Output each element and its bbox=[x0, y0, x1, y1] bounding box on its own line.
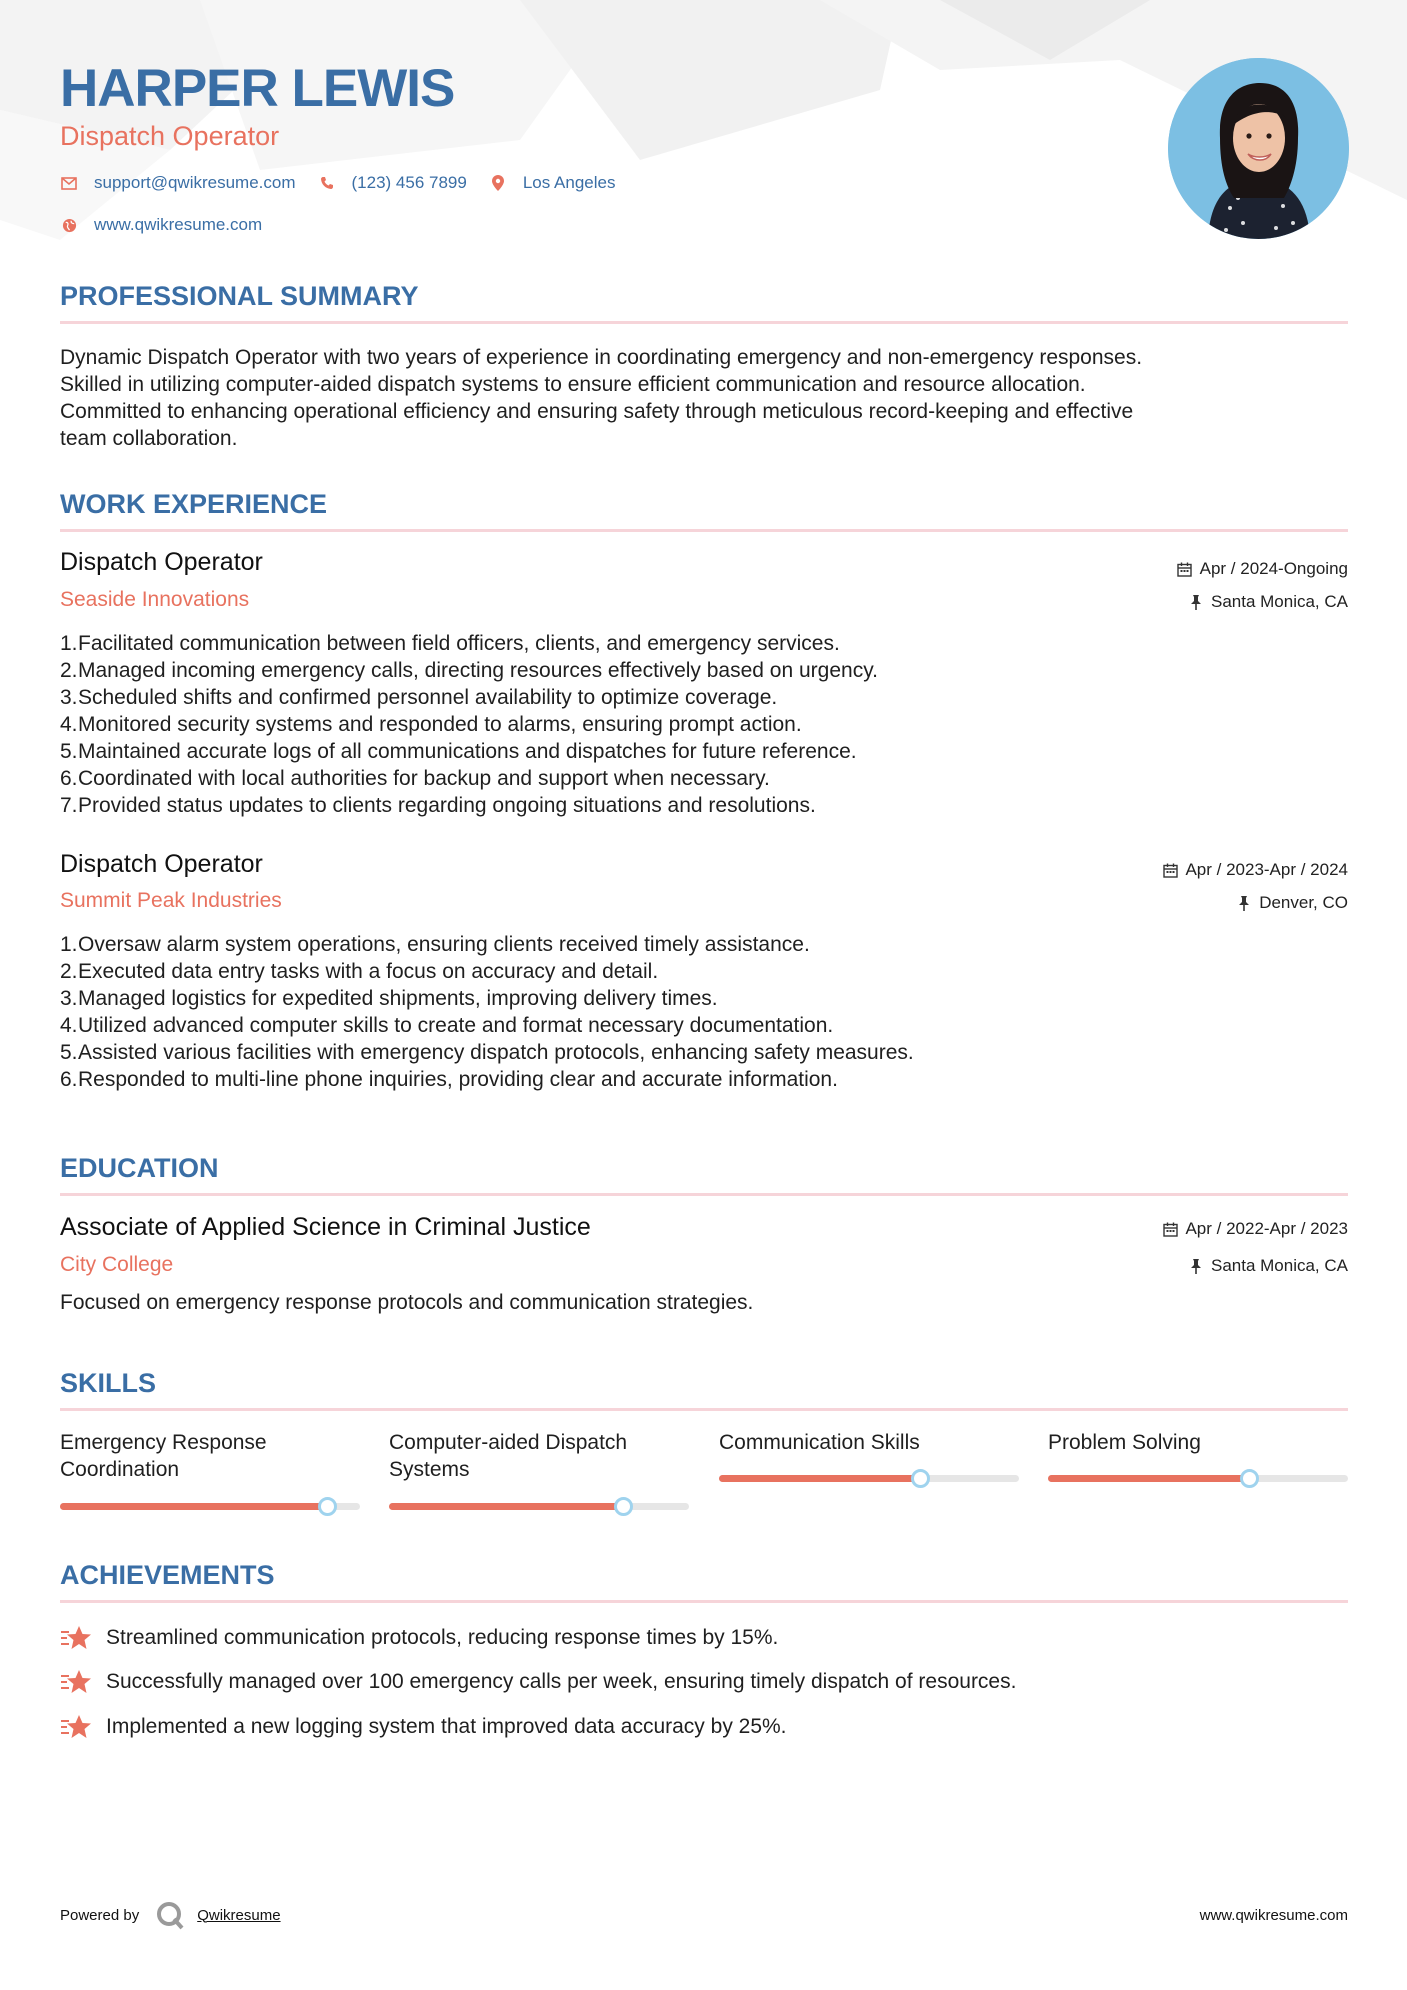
qwikresume-link[interactable]: Qwikresume bbox=[197, 1906, 281, 1924]
job-duties-list bbox=[60, 931, 1348, 1093]
education-dates bbox=[1162, 1219, 1348, 1239]
skill-level-knob bbox=[614, 1497, 633, 1516]
list-item: 3. Managed logistics for expedited shipments, improving delivery times. bbox=[60, 987, 718, 1010]
summary-line: team collaboration. bbox=[60, 427, 238, 450]
skill-level-fill bbox=[719, 1475, 920, 1482]
section-divider bbox=[60, 1408, 1348, 1411]
skill-level-knob bbox=[318, 1497, 337, 1516]
job-title: Dispatch Operator bbox=[60, 850, 263, 878]
star-achievement-icon bbox=[60, 1668, 92, 1696]
skill-level-knob bbox=[911, 1469, 930, 1488]
section-divider bbox=[60, 1193, 1348, 1196]
contact-row-website bbox=[60, 215, 284, 235]
location-text: Los Angeles bbox=[522, 173, 616, 192]
powered-by-label: Powered by bbox=[60, 1906, 140, 1924]
job-company: Summit Peak Industries bbox=[60, 889, 282, 912]
star-achievement-icon bbox=[60, 1624, 92, 1652]
website-item[interactable] bbox=[60, 215, 262, 235]
pushpin-icon bbox=[1236, 895, 1252, 911]
skill-item bbox=[389, 1429, 689, 1509]
footer-website[interactable]: www.qwikresume.com bbox=[1199, 1907, 1348, 1924]
section-title-summary: PROFESSIONAL SUMMARY bbox=[60, 281, 419, 311]
resume-page bbox=[60, 0, 1348, 1990]
skill-name: Problem Solving bbox=[1048, 1431, 1201, 1454]
list-item: 4. Monitored security systems and responded to alarms, ensuring prompt action. bbox=[60, 713, 802, 736]
calendar-icon bbox=[1162, 1221, 1178, 1237]
location-item bbox=[489, 173, 616, 193]
profile-photo bbox=[1168, 58, 1349, 239]
section-title-education: EDUCATION bbox=[60, 1153, 219, 1183]
list-item: 7. Provided status updates to clients regarding ongoing situations and resolutions. bbox=[60, 794, 816, 817]
job-dates-text: Apr / 2023-Apr / 2024 bbox=[1185, 860, 1348, 879]
phone-text[interactable]: (123) 456 7899 bbox=[351, 173, 467, 192]
job-company: Seaside Innovations bbox=[60, 588, 250, 611]
skill-level-fill bbox=[60, 1503, 327, 1510]
list-item: 2. Managed incoming emergency calls, directing resources effectively based on urgency. bbox=[60, 659, 878, 682]
summary-line: Committed to enhancing operational efficiency and ensuring safety through meticulous record-keeping and effective bbox=[60, 400, 1134, 423]
phone-item[interactable] bbox=[318, 173, 467, 193]
list-item: 2. Executed data entry tasks with a focus on accuracy and detail. bbox=[60, 960, 659, 983]
list-item: 1. Oversaw alarm system operations, ensuring clients received timely assistance. bbox=[60, 933, 810, 956]
skill-name: Emergency Response Coordination bbox=[60, 1431, 267, 1481]
job-dates-text: Apr / 2024-Ongoing bbox=[1199, 559, 1348, 578]
education-location-text: Santa Monica, CA bbox=[1210, 1256, 1348, 1275]
summary-line: Skilled in utilizing computer-aided dispatch systems to ensure efficient communication and resource allocation. bbox=[60, 373, 1086, 396]
pushpin-icon bbox=[1188, 594, 1204, 610]
calendar-icon bbox=[1177, 561, 1193, 577]
list-item: 5. Assisted various facilities with emergency dispatch protocols, enhancing safety measures. bbox=[60, 1041, 914, 1064]
achievement-item bbox=[60, 1624, 778, 1652]
email-item[interactable] bbox=[60, 173, 296, 193]
envelope-icon bbox=[60, 174, 78, 192]
job-dates bbox=[1177, 559, 1348, 579]
globe-icon bbox=[60, 216, 78, 234]
job-location-text: Santa Monica, CA bbox=[1210, 592, 1348, 611]
section-title-experience: WORK EXPERIENCE bbox=[60, 489, 328, 519]
skill-item bbox=[719, 1429, 1019, 1489]
achievement-text: Successfully managed over 100 emergency calls per week, ensuring timely dispatch of resources. bbox=[106, 1670, 1017, 1693]
job-location-text: Denver, CO bbox=[1259, 893, 1348, 912]
achievement-text: Implemented a new logging system that improved data accuracy by 25%. bbox=[106, 1715, 787, 1738]
section-title-achievements: ACHIEVEMENTS bbox=[60, 1560, 275, 1590]
list-item: 6. Coordinated with local authorities for backup and support when necessary. bbox=[60, 767, 770, 790]
skill-item bbox=[1048, 1429, 1348, 1489]
list-item: 1. Facilitated communication between field officers, clients, and emergency services. bbox=[60, 632, 840, 655]
section-divider bbox=[60, 1600, 1348, 1603]
pushpin-icon bbox=[1188, 1258, 1204, 1274]
section-divider bbox=[60, 321, 1348, 324]
summary-line: Dynamic Dispatch Operator with two years of experience in coordinating emergency and non-emergency responses. bbox=[60, 346, 1143, 369]
job-duties-list bbox=[60, 630, 1348, 819]
calendar-icon bbox=[1162, 862, 1178, 878]
school-name: City College bbox=[60, 1253, 174, 1276]
skill-level-fill bbox=[389, 1503, 623, 1510]
qwikresume-logo-icon bbox=[155, 1900, 185, 1930]
skill-level-knob bbox=[1240, 1469, 1259, 1488]
skill-name: Computer-aided Dispatch Systems bbox=[389, 1431, 628, 1481]
job-title: Dispatch Operator bbox=[60, 548, 263, 576]
list-item: 4. Utilized advanced computer skills to create and format necessary documentation. bbox=[60, 1014, 834, 1037]
candidate-role: Dispatch Operator bbox=[60, 121, 280, 151]
job-dates bbox=[1162, 860, 1348, 880]
skill-level-fill bbox=[1048, 1475, 1249, 1482]
achievement-item bbox=[60, 1668, 1016, 1696]
candidate-name: HARPER LEWIS bbox=[60, 59, 455, 118]
website-text[interactable]: www.qwikresume.com bbox=[94, 215, 263, 234]
list-item: 3. Scheduled shifts and confirmed personnel availability to optimize coverage. bbox=[60, 686, 778, 709]
footer-branding bbox=[60, 1900, 281, 1930]
skill-name: Communication Skills bbox=[719, 1431, 920, 1454]
list-item: 6. Responded to multi-line phone inquiries, providing clear and accurate information. bbox=[60, 1068, 838, 1091]
skill-level-bar bbox=[719, 1475, 1019, 1482]
skill-level-bar bbox=[389, 1503, 689, 1510]
degree-title: Associate of Applied Science in Criminal Justice bbox=[60, 1213, 591, 1241]
achievement-item bbox=[60, 1713, 787, 1741]
section-title-skills: SKILLS bbox=[60, 1368, 157, 1398]
skill-level-bar bbox=[60, 1503, 360, 1510]
list-item: 5. Maintained accurate logs of all communications and dispatches for future reference. bbox=[60, 740, 857, 763]
section-divider bbox=[60, 529, 1348, 532]
email-text[interactable]: support@qwikresume.com bbox=[94, 173, 296, 192]
star-achievement-icon bbox=[60, 1713, 92, 1741]
map-pin-icon bbox=[489, 174, 507, 192]
job-location bbox=[1236, 893, 1348, 913]
summary-paragraph bbox=[60, 344, 1348, 452]
education-description: Focused on emergency response protocols and communication strategies. bbox=[60, 1291, 754, 1314]
education-dates-text: Apr / 2022-Apr / 2023 bbox=[1185, 1219, 1348, 1238]
education-location bbox=[1188, 1256, 1348, 1276]
phone-icon bbox=[318, 174, 336, 192]
skill-level-bar bbox=[1048, 1475, 1348, 1482]
achievement-text: Streamlined communication protocols, reducing response times by 15%. bbox=[106, 1626, 779, 1649]
contact-row bbox=[60, 173, 637, 193]
job-location bbox=[1188, 592, 1348, 612]
skill-item bbox=[60, 1429, 360, 1509]
